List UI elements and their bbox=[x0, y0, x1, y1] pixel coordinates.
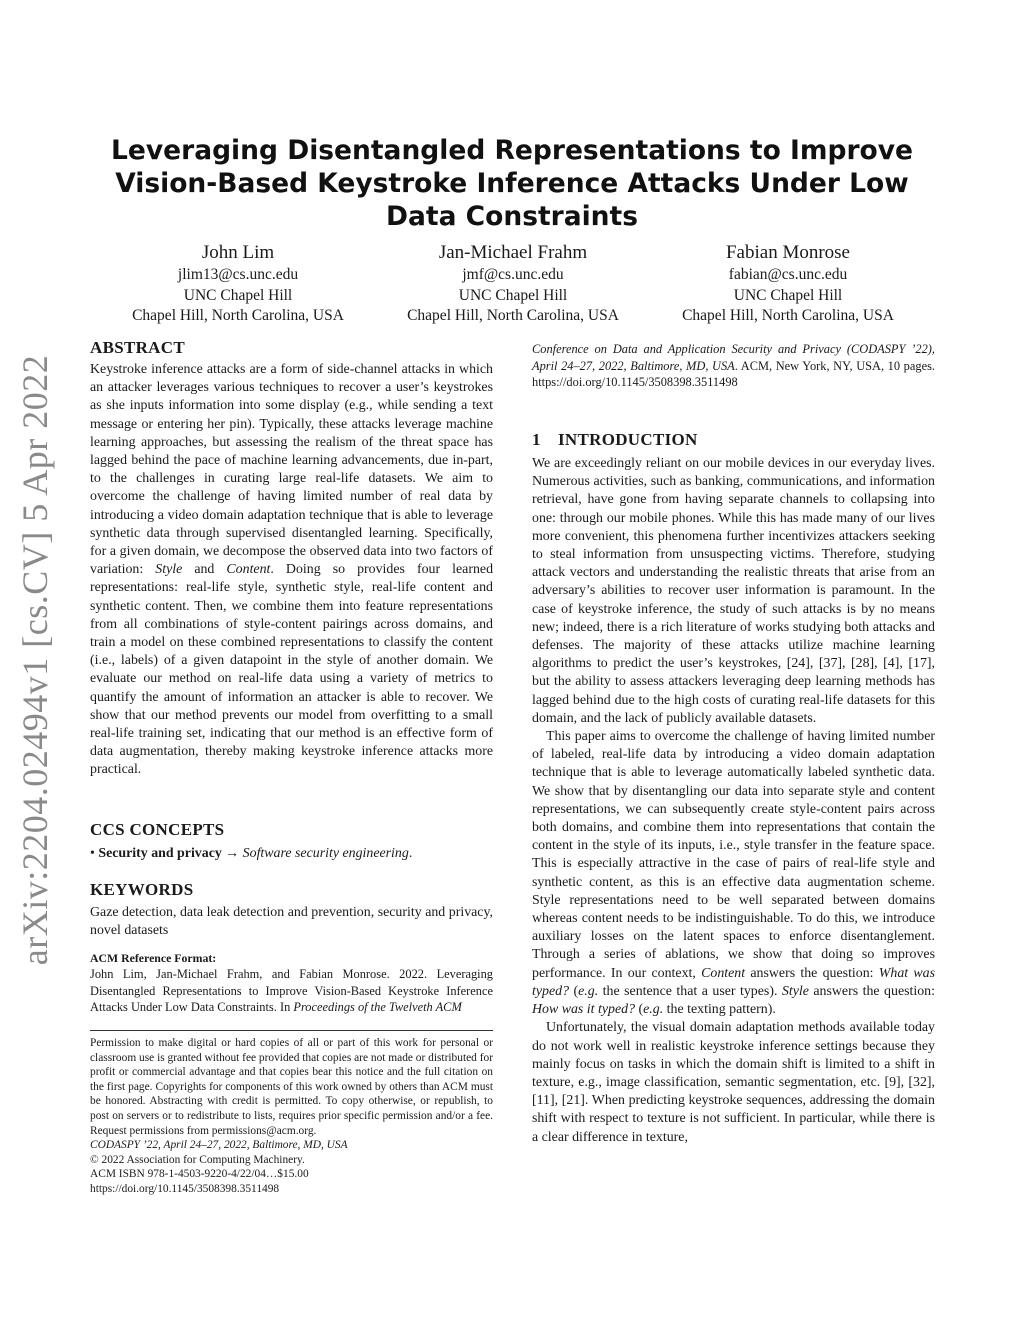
intro-eg: e.g. bbox=[643, 1002, 664, 1018]
intro-body bbox=[532, 455, 935, 1147]
arxiv-stamp bbox=[6, 354, 64, 966]
author-email: jmf@cs.unc.edu bbox=[462, 266, 564, 283]
permission-copyright: © 2022 Association for Computing Machinery. bbox=[90, 1153, 305, 1166]
intro-p2-text: ( bbox=[635, 1002, 644, 1018]
author-email: fabian@cs.unc.edu bbox=[728, 266, 848, 283]
intro-section-title: INTRODUCTION bbox=[558, 430, 698, 449]
intro-p2-text: answers the question: bbox=[808, 983, 935, 999]
ccs-subconcept: Software security engineering bbox=[242, 846, 409, 861]
abstract-style-term: Style bbox=[155, 562, 183, 578]
intro-p2-text: ( bbox=[569, 983, 579, 999]
intro-p2-text: the texting pattern). bbox=[663, 1002, 776, 1018]
intro-paragraph-3: Unfortunately, the visual domain adaptation methods available today do not work well in realistic keystroke inference settings because they mainly focus on tasks in which the domain shift is limited to a shift in texture, e.g., image classification, semantic segmentation, etc. [9], [32], [11], [21]. When predicting keystroke sequences, addressing the domain shift with respect to texture is not sufficient. In particular, while there is a clear difference in texture, bbox=[532, 1020, 935, 1145]
acm-reference-text bbox=[90, 966, 493, 1016]
footnote-divider bbox=[90, 1030, 493, 1031]
intro-p2-text: answers the question: bbox=[745, 965, 879, 981]
abstract-body bbox=[90, 361, 493, 780]
ccs-concepts bbox=[90, 845, 493, 863]
intro-paragraph-2 bbox=[532, 728, 935, 1019]
author-block bbox=[78, 240, 398, 327]
abstract-content-term: Content bbox=[226, 562, 271, 578]
intro-p2-text: the sentence that a user types). bbox=[598, 983, 782, 999]
permission-conference: CODASPY ’22, April 24–27, 2022, Baltimore, MD, USA bbox=[90, 1139, 348, 1152]
ccs-heading: CCS CONCEPTS bbox=[90, 820, 225, 839]
permission-text: Permission to make digital or hard copies of all or part of this work for personal or classroom use is granted without fee provided that copies are not made or distributed for profit or commercial advantage and that copies bear this notice and the full citation on the first page. Copyrights for components of this work owned by others than ACM must be honored. Abstracting with credit is permitted. To copy otherwise, or republish, to post on servers or to redistribute to lists, requires prior specific permission and/or a fee. Request permissions from permissions@acm.org. bbox=[90, 1037, 493, 1137]
ccs-bullet: • bbox=[90, 846, 99, 861]
ccs-concept: Security and privacy bbox=[98, 846, 222, 861]
author-affiliation: UNC Chapel Hill bbox=[733, 286, 843, 304]
intro-style-term: Style bbox=[781, 983, 809, 999]
author-affiliation: UNC Chapel Hill bbox=[458, 286, 568, 304]
acm-reference-continued bbox=[532, 341, 935, 391]
author-location: Chapel Hill, North Carolina, USA bbox=[407, 307, 619, 324]
keywords-text: Gaze detection, data leak detection and prevention, security and privacy, novel datasets bbox=[90, 905, 493, 939]
author-block bbox=[353, 240, 673, 327]
arxiv-id: arXiv:2204.02494v1 [cs.CV] 5 Apr 2022 bbox=[15, 354, 56, 966]
ccs-arrow: → bbox=[221, 846, 243, 861]
intro-question-1: What was typed? bbox=[532, 965, 935, 999]
abstract-text-2: . Doing so provides four learned representations: real-life style, synthetic style, real-life content and synthetic content. Then, we combine them into feature representations from all combinations of style-content pairings across domains, and train a model on these combined representations to classify the content (i.e., labels) of a given datapoint in the style of another domain. We evaluate our method on real-life data using a variety of metrics to quantify the amount of information an attacker is able to recover. We show that our method prevents our model from overfitting to a small real-life training set, indicating that our method is an effective form of data augmentation, thereby making keystroke inference attacks more practical. bbox=[90, 562, 494, 778]
permission-notice bbox=[90, 1036, 493, 1197]
intro-content-term: Content bbox=[701, 965, 746, 981]
ccs-period: . bbox=[408, 846, 413, 861]
acm-reference-heading: ACM Reference Format: bbox=[90, 951, 217, 965]
permission-doi: https://doi.org/10.1145/3508398.3511498 bbox=[90, 1182, 280, 1195]
intro-eg: e.g. bbox=[578, 983, 599, 999]
keywords-heading: KEYWORDS bbox=[90, 880, 194, 899]
author-block bbox=[628, 240, 948, 327]
abstract-heading: ABSTRACT bbox=[90, 338, 185, 357]
intro-section-number: 1 bbox=[532, 430, 541, 449]
acm-reference-tail: . ACM, New York, NY, USA, 10 pages. https://doi.org/10.1145/3508398.3511498 bbox=[532, 358, 935, 390]
author-email: jlim13@cs.unc.edu bbox=[177, 266, 299, 283]
intro-heading bbox=[532, 430, 935, 450]
abstract-text-1: Keystroke inference attacks are a form of side-channel attacks in which an attacker leverages various techniques to recover a user’s keystrokes as she inputs information into some display (e.g., while sending a text message or entering her pin). Typically, these attacks leverage machine learning approaches, but assessing the realism of the threat space has lagged behind the pace of machine learning advancements, due in-part, to the challenges in curating large real-life datasets. We aim to overcome the challenge of having limited number of real data by introducing a video domain adaptation technique that is able to leverage synthetic data through supervised disentangled learning. Specifically, for a given domain, we decompose the observed data into two factors of variation: bbox=[90, 362, 493, 578]
author-name: Fabian Monrose bbox=[725, 242, 850, 263]
author-location: Chapel Hill, North Carolina, USA bbox=[682, 307, 894, 324]
author-affiliation: UNC Chapel Hill bbox=[183, 286, 293, 304]
acm-reference-venue-part-2: Conference on Data and Application Security and Privacy (CODASPY ’22), April 24–27, 2022, Baltimore, MD, USA bbox=[532, 342, 935, 373]
author-name: Jan-Michael Frahm bbox=[438, 242, 588, 263]
author-name: John Lim bbox=[201, 242, 275, 263]
acm-reference-venue-part-1: Proceedings of the Twelveth ACM bbox=[293, 1000, 462, 1015]
permission-isbn: ACM ISBN 978-1-4503-9220-4/22/04…$15.00 bbox=[90, 1168, 309, 1181]
author-location: Chapel Hill, North Carolina, USA bbox=[132, 307, 344, 324]
paper-title: Leveraging Disentangled Representations to Improve Vision-Based Keystroke Inference Attacks Under Low Data Constraints bbox=[111, 135, 913, 232]
abstract-and: and bbox=[182, 562, 227, 578]
intro-question-2: How was it typed? bbox=[532, 1002, 636, 1018]
intro-p2-text: This paper aims to overcome the challenge of having limited number of labeled, real-life data by introducing a video domain adaptation technique that is able to leverage automatically labeled synthetic data. We show that by disentangling our data into separate style and content representations, we can subsequently create style-content pairs across both domains, and combine them into representations that contain the content in the style of its inputs, i.e., style transfer in the feature space. This is especially attractive in the case of pairs of real-life style and synthetic content, as this is an effective data augmentation scheme. Style representations need to be well separated between domains whereas content needs to be indistinguishable. To do this, we introduce auxiliary losses on the latent spaces to enforce disentanglement. Through a series of ablations, we show that doing so improves performance. In our context, bbox=[532, 729, 935, 981]
acm-reference-body: John Lim, Jan-Michael Frahm, and Fabian Monrose. 2022. Leveraging Disentangled Representations to Improve Vision-Based Keystroke Inference Attacks Under Low Data Constraints. In bbox=[90, 967, 493, 1015]
intro-paragraph-1: We are exceedingly reliant on our mobile devices in our everyday lives. Numerous activities, such as banking, communications, and information retrieval, have gone from having separate channels to collapsing into one: through our mobile phones. While this has made many of our lives more convenient, this phenomena further incentivizes attackers seeking to steal information from unsuspecting victims. Therefore, studying attack vectors and understanding the realistic threats that arise from an adversary’s abilities to recover user information is paramount. In the case of keystroke inference, the study of such attacks is by no means new; indeed, there is a rich literature of works studying both attacks and defenses. The majority of these attacks utilize machine learning algorithms to predict the user’s keystrokes, [24], [37], [28], [4], [17], but the ability to assess attackers leveraging deep learning methods has lagged behind due to the high costs of curating real-life datasets for this domain, and the lack of publicly available datasets. bbox=[532, 456, 935, 726]
